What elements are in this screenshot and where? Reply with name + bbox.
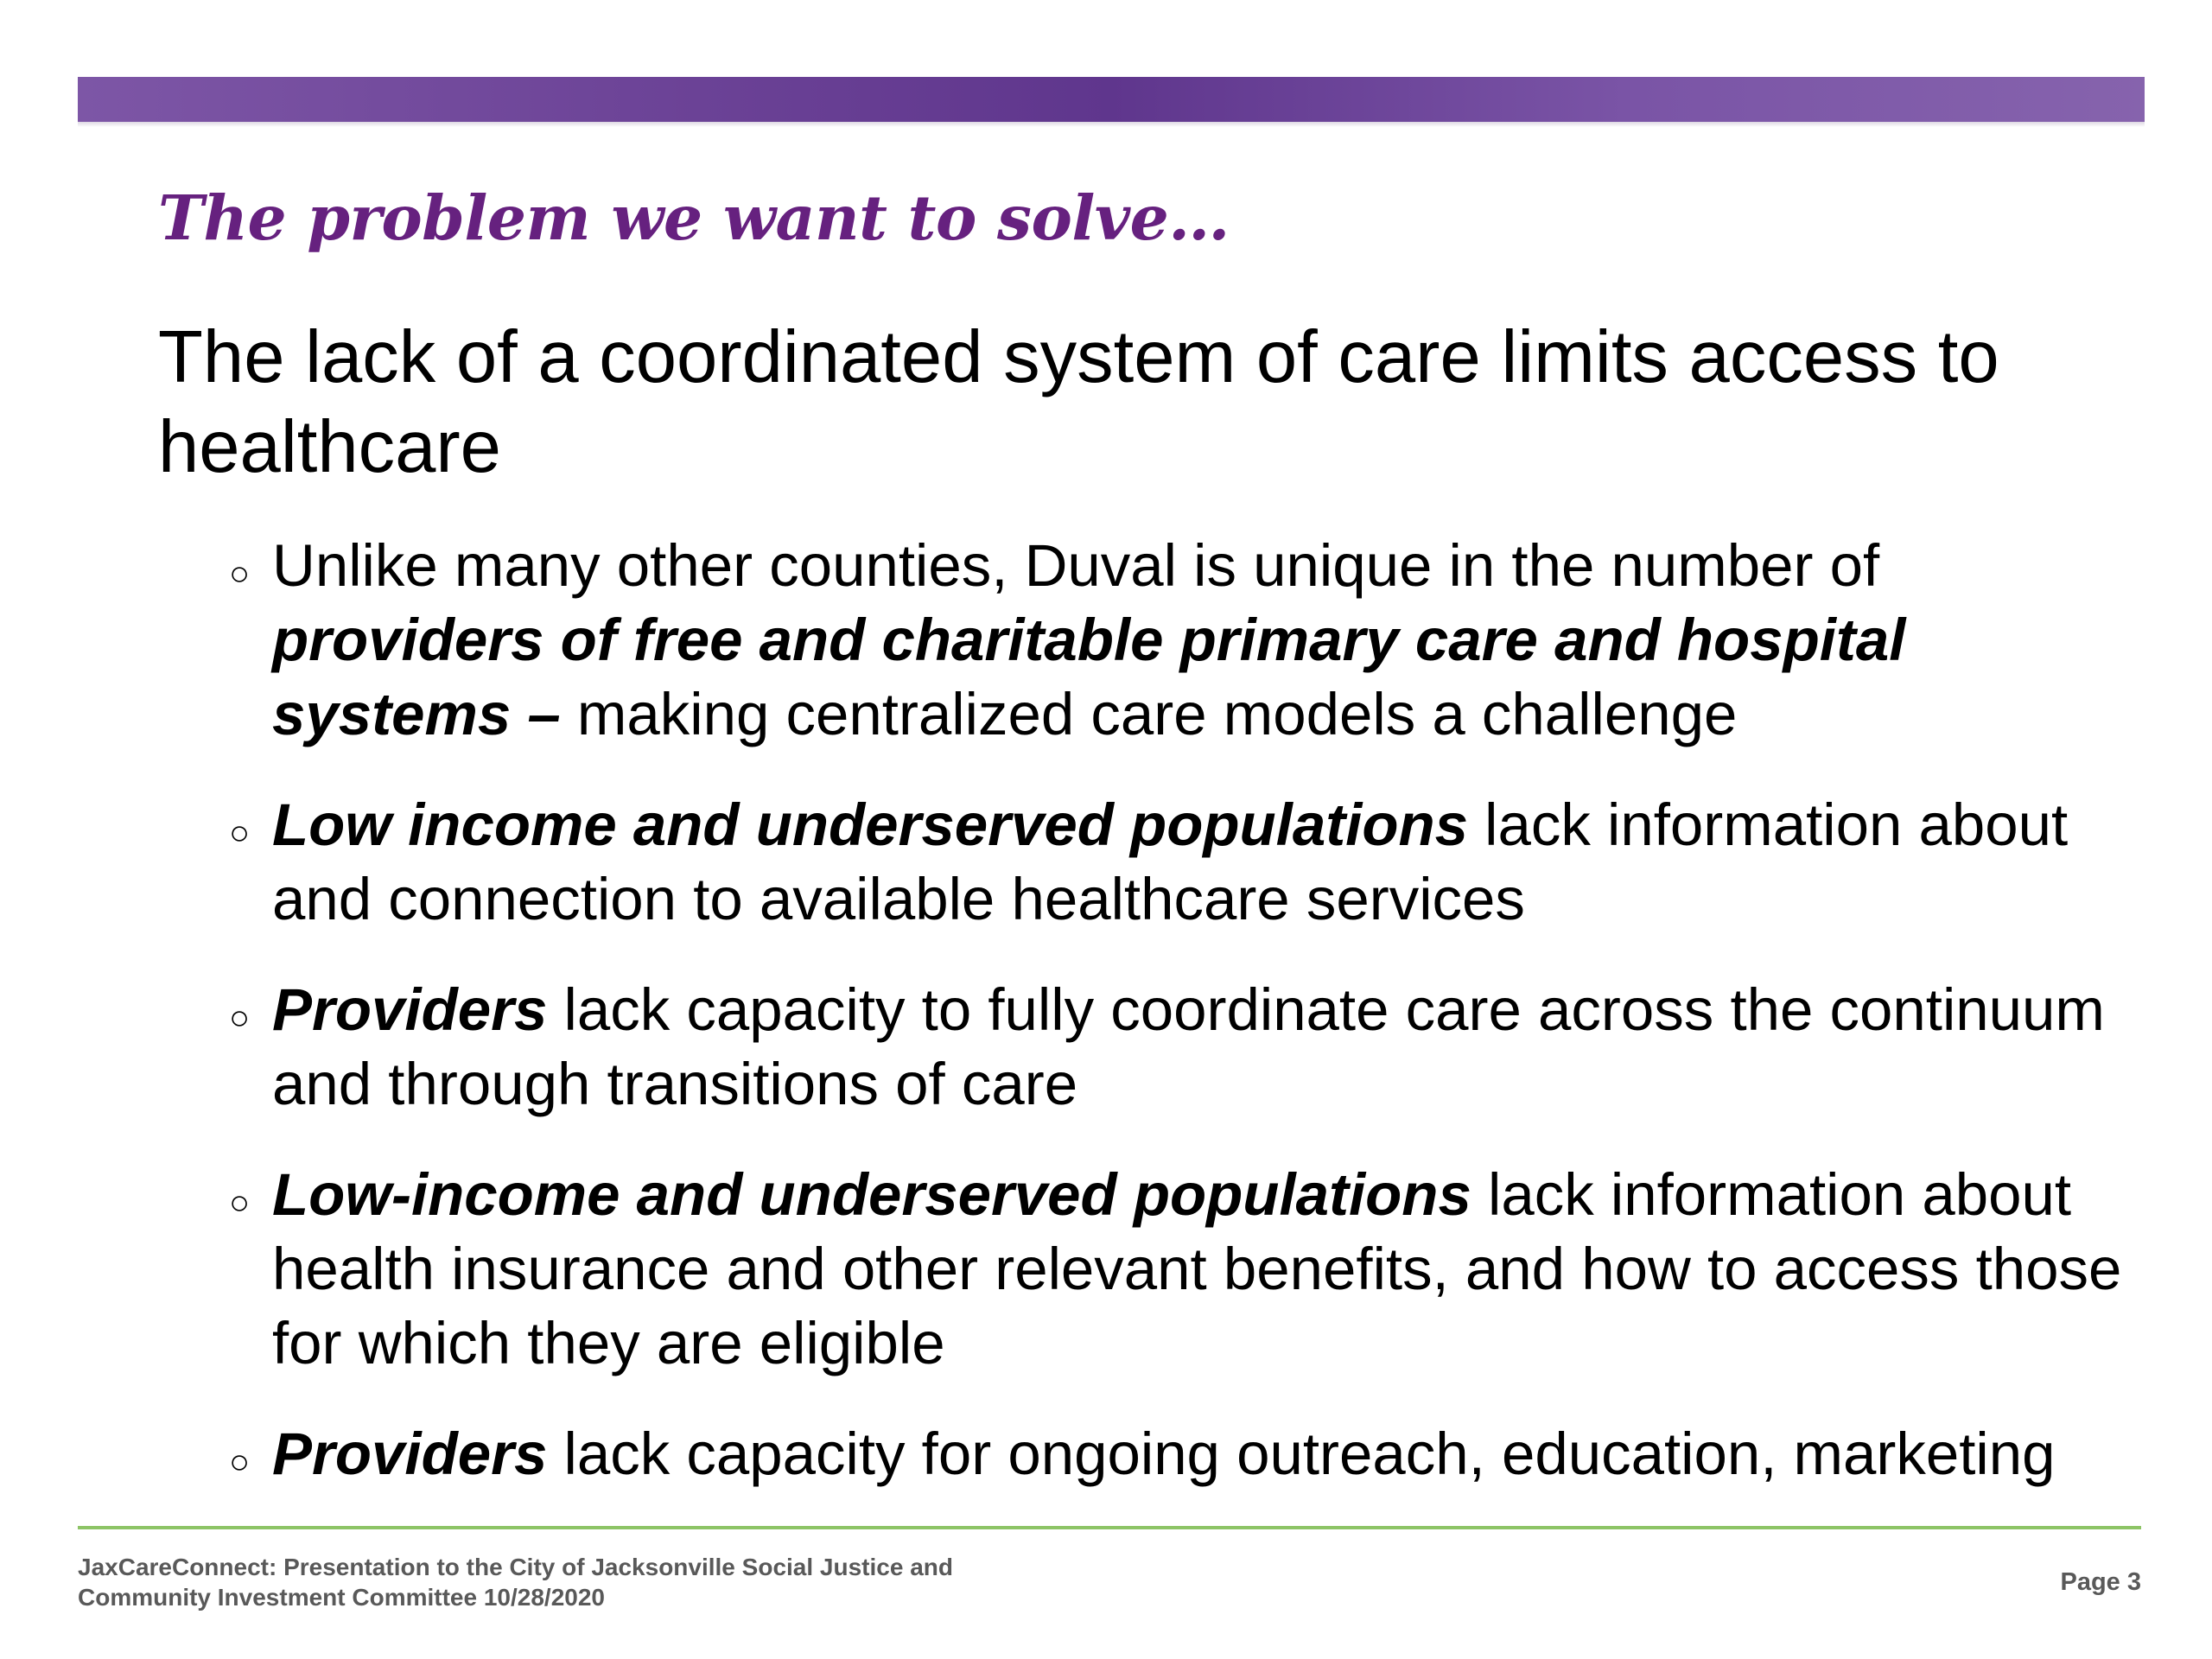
bullet-emphasis: Low income and underserved populations [272, 791, 1469, 858]
bullet-item [229, 529, 2130, 752]
bullet-item [229, 1158, 2130, 1381]
footer-divider [78, 1526, 2141, 1529]
footer-line: Community Investment Committee 10/28/2020 [78, 1584, 605, 1611]
bullet-circle-icon: ○ [229, 1443, 251, 1481]
bullet-list [229, 529, 2130, 1528]
page-number: Page 3 [2060, 1568, 2141, 1596]
bullet-emphasis: Low-income and underserved populations [272, 1161, 1471, 1228]
bullet-text: lack capacity for ongoing outreach, education, marketing [547, 1421, 2056, 1487]
footer-caption [78, 1552, 1115, 1612]
bullet-item [229, 973, 2130, 1122]
bullet-circle-icon: ○ [229, 814, 251, 852]
bullet-text: Unlike many other counties, Duval is unique in the number of [272, 532, 1880, 599]
header-band [78, 77, 2145, 122]
bullet-circle-icon: ○ [229, 555, 251, 593]
bullet-item [229, 1417, 2130, 1491]
bullet-text: lack information about health insurance and other relevant benefits, and how to access those for which they are eligible [272, 1161, 2122, 1376]
bullet-emphasis: providers of free and charitable primary care and hospital systems – [272, 607, 1906, 747]
bullet-emphasis: Providers [272, 1421, 548, 1487]
footer-line: JaxCareConnect: Presentation to the City of Jacksonville Social Justice and [78, 1554, 953, 1580]
main-statement: The lack of a coordinated system of care limits access to healthcare [158, 316, 1999, 488]
bullet-item [229, 788, 2130, 937]
bullet-text: lack capacity to fully coordinate care across the continuum and through transitions of care [272, 976, 2105, 1117]
bullet-circle-icon: ○ [229, 1184, 251, 1222]
bullet-emphasis: Providers [272, 976, 548, 1043]
bullet-text: making centralized care models a challenge [560, 681, 1738, 747]
bullet-circle-icon: ○ [229, 999, 251, 1037]
bullet-text: lack information about and connection to available healthcare services [272, 791, 2069, 932]
slide-title: The problem we want to solve… [158, 181, 1230, 254]
